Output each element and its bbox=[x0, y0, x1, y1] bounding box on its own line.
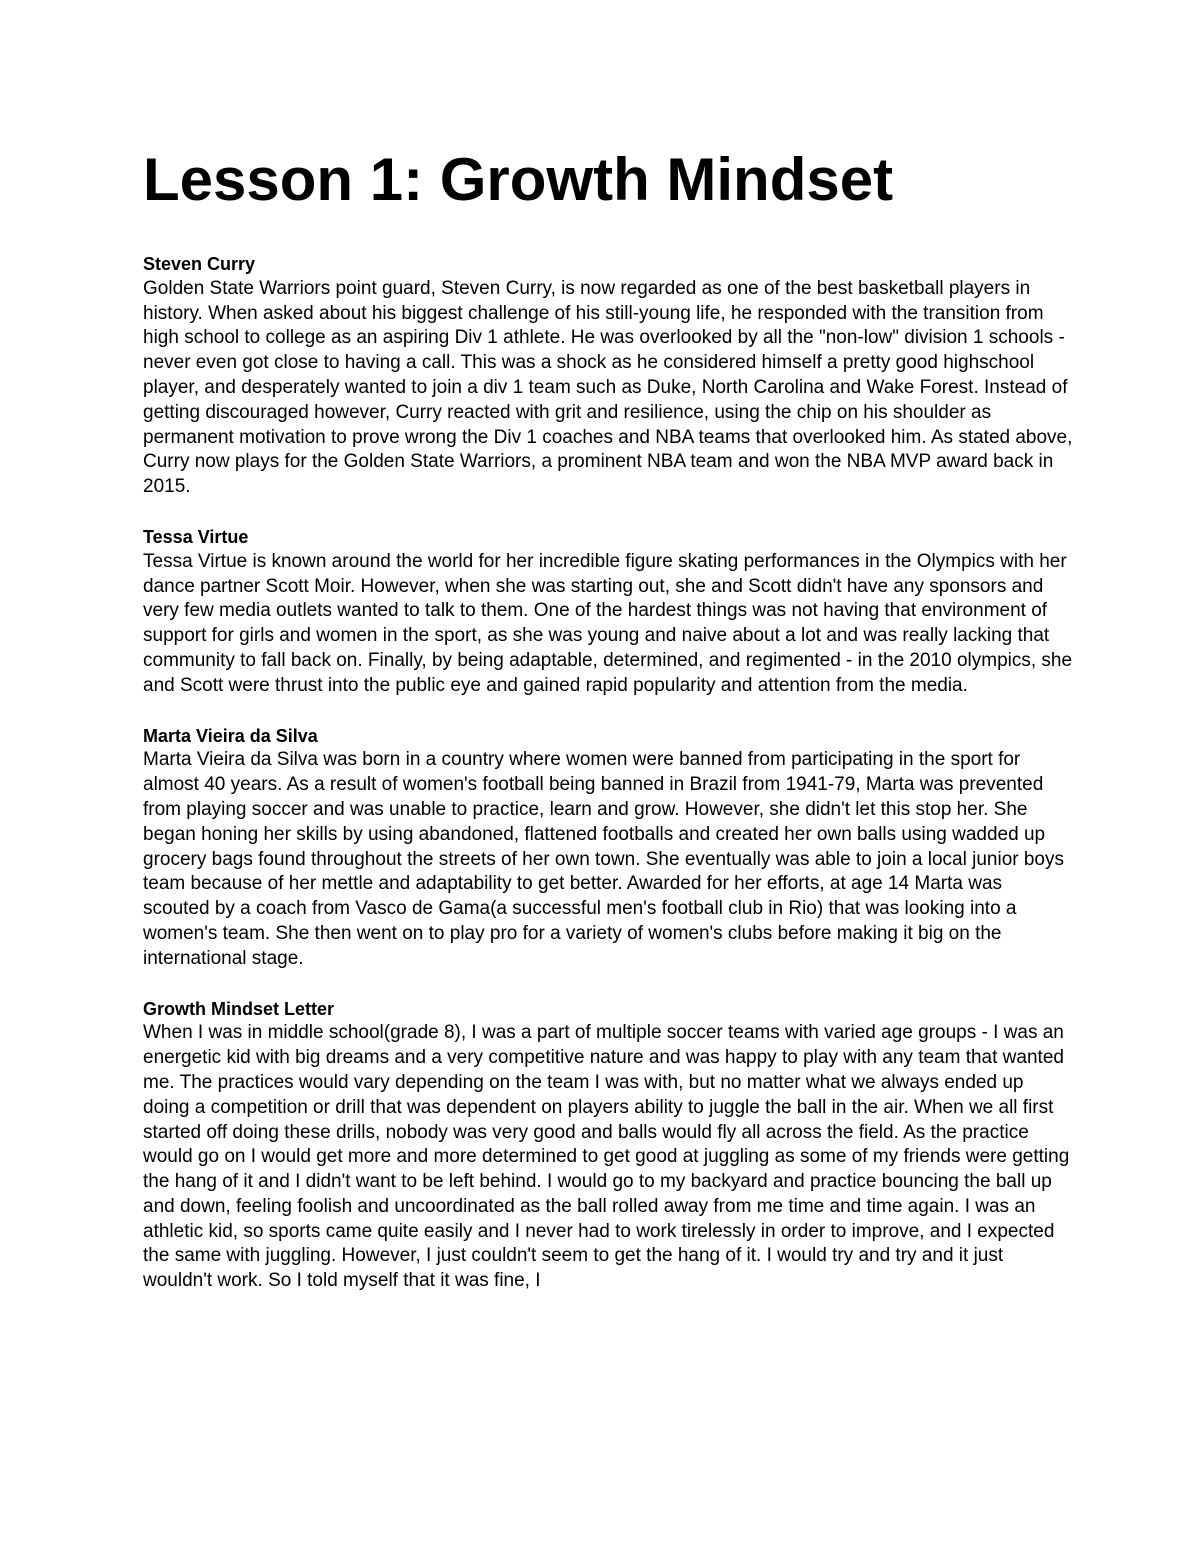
section-body: When I was in middle school(grade 8), I was a part of multiple soccer teams with varied age groups - I was an energetic kid with big dreams and a very competitive nature and was happy to play with any team that wanted me. The practices would vary depending on the team I was with, but no matter what we always ended up doing a competition or drill that was dependent on players ability to juggle the ball in the air. When we all first started off doing these drills, nobody was very good and balls would fly all across the field. As the practice would go on I would get more and more determined to get good at juggling as some of my friends were getting the hang of it and I didn't want to be left behind. I would go to my backyard and practice bouncing the ball up and down, feeling foolish and uncoordinated as the ball rolled away from me time and time again. I was an athletic kid, so sports came quite easily and I never had to work tirelessly in order to improve, and I expected the same with juggling. However, I just couldn't seem to get the hang of it. I would try and try and it just wouldn't work. So I told myself that it was fine, I bbox=[143, 1022, 1070, 1292]
page-title: Lesson 1: Growth Mindset bbox=[143, 146, 894, 213]
section-heading: Marta Vieira da Silva bbox=[143, 725, 318, 746]
section-body: Marta Vieira da Silva was born in a country where women were banned from participating in the sport for almost 40 years. As a result of women's football being banned in Brazil from 1941-79, Marta was prevented from playing soccer and was unable to practice, learn and grow. However, she didn't let this stop her. She began honing her skills by using abandoned, flattened footballs and created her own balls using wadded up grocery bags found throughout the streets of her own town. She eventually was able to join a local junior boys team because of her mettle and adaptability to get better. Awarded for her efforts, at age 14 Marta was scouted by a coach from Vasco de Gama(a successful men's football club in Rio) that was looking into a women's team. She then went on to play pro for a variety of women's clubs before making it big on the international stage. bbox=[143, 749, 1064, 969]
section-heading: Growth Mindset Letter bbox=[143, 998, 335, 1019]
section-marta-vieira-da-silva bbox=[143, 724, 1073, 972]
section-body: Golden State Warriors point guard, Steven Curry, is now regarded as one of the best basketball players in history. When asked about his biggest challenge of his still-young life, he responded with the transition from high school to college as an aspiring Div 1 athlete. He was overlooked by all the "non-low" division 1 schools - never even got close to having a call. This was a shock as he considered himself a pretty good highschool player, and desperately wanted to join a div 1 team such as Duke, North Carolina and Wake Forest. Instead of getting discouraged however, Curry reacted with grit and resilience, using the chip on his shoulder as permanent motivation to prove wrong the Div 1 coaches and NBA teams that overlooked him. As stated above, Curry now plays for the Golden State Warriors, a prominent NBA team and won the NBA MVP award back in 2015. bbox=[143, 277, 1073, 498]
section-heading: Tessa Virtue bbox=[143, 526, 249, 547]
section-steven-curry bbox=[143, 252, 1073, 500]
section-growth-mindset-letter bbox=[143, 997, 1073, 1295]
section-tessa-virtue bbox=[143, 525, 1073, 699]
section-heading: Steven Curry bbox=[143, 254, 256, 274]
document-content bbox=[143, 146, 1073, 1319]
section-body: Tessa Virtue is known around the world for her incredible figure skating performances in the Olympics with her dance partner Scott Moir. However, when she was starting out, she and Scott didn't have any sponsors and very few media outlets wanted to talk to them. One of the hardest things was not having that environment of support for girls and women in the sport, as she was young and naive about a lot and was really lacking that community to fall back on. Finally, by being adaptable, determined, and regimented - in the 2010 olympics, she and Scott were thrust into the public eye and gained rapid popularity and attention from the media. bbox=[143, 550, 1073, 696]
